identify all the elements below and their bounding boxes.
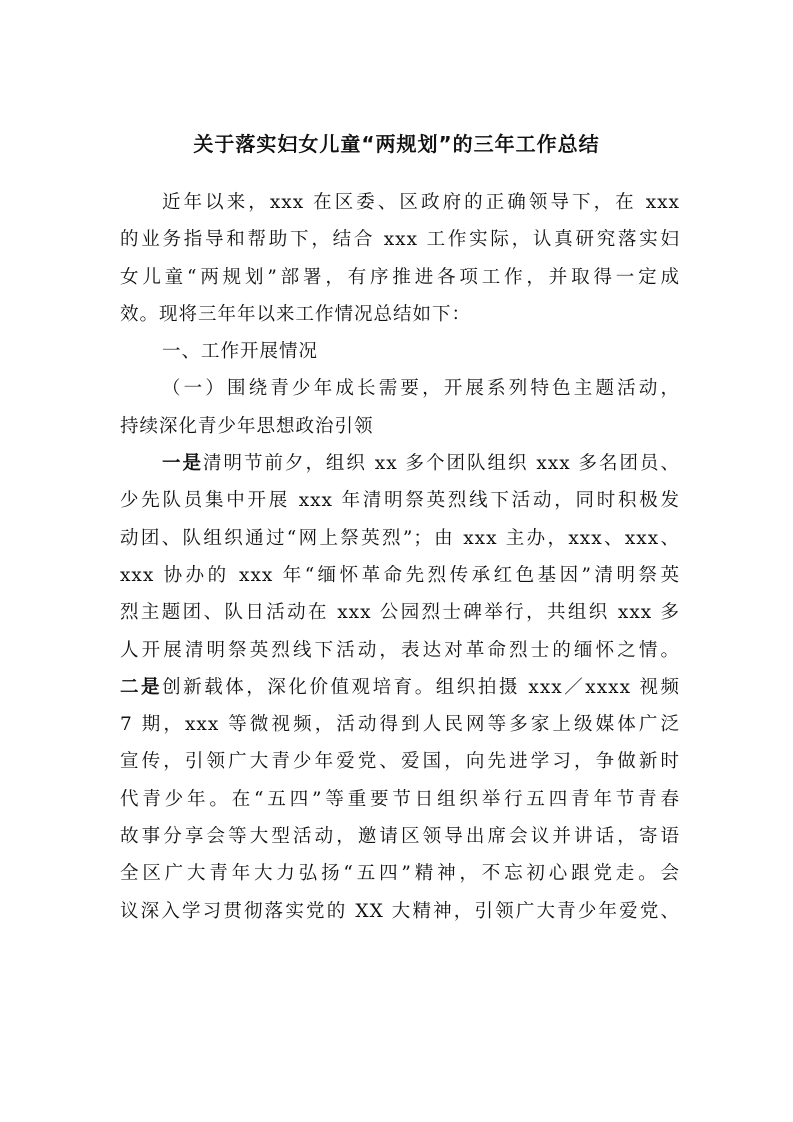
body-line bbox=[120, 482, 680, 519]
line-text: 动团、队组织通过“网上祭英烈”；由 xxx 主办，xxx、xxx、 bbox=[120, 527, 680, 549]
document-body bbox=[120, 184, 680, 930]
body-line bbox=[120, 259, 680, 296]
body-line bbox=[120, 706, 680, 743]
line-text: 人开展清明祭英烈线下活动，表达对革命烈士的缅怀之情。 bbox=[120, 639, 680, 661]
paragraph-lead: 二是 bbox=[120, 676, 163, 698]
body-line bbox=[120, 669, 680, 706]
line-text: 一、工作开展情况 bbox=[162, 341, 319, 363]
line-text: 女儿童“两规划”部署，有序推进各项工作，并取得一定成 bbox=[120, 266, 680, 288]
body-line bbox=[120, 520, 680, 557]
line-text: 近年以来，xxx 在区委、区政府的正确领导下，在 xxx bbox=[162, 192, 680, 213]
body-line bbox=[120, 855, 680, 892]
line-text: （一）围绕青少年成长需要，开展系列特色主题活动， bbox=[162, 378, 680, 400]
line-text: 7 期，xxx 等微视频，活动得到人民网等多家上级媒体广泛 bbox=[120, 714, 680, 736]
line-text: 创新载体，深化价值观培育。组织拍摄 xxx／xxxx 视频 bbox=[162, 676, 680, 698]
line-text: 故事分享会等大型活动，邀请区领导出席会议并讲话，寄语 bbox=[120, 826, 680, 848]
body-line bbox=[120, 445, 680, 482]
body-line bbox=[120, 221, 680, 258]
line-text: 全区广大青年大力弘扬“五四”精神，不忘初心跟党走。会 bbox=[120, 863, 680, 885]
body-line bbox=[120, 893, 680, 930]
line-text: 宣传，引领广大青少年爱党、爱国，向先进学习，争做新时 bbox=[120, 751, 680, 773]
line-text: 烈主题团、队日活动在 xxx 公园烈士碑举行，共组织 xxx 多 bbox=[120, 602, 680, 624]
body-line bbox=[120, 557, 680, 594]
body-line bbox=[120, 333, 680, 370]
line-text: 清明节前夕，组织 xx 多个团队组织 xxx 多名团员、 bbox=[202, 453, 680, 475]
line-text: 少先队员集中开展 xxx 年清明祭英烈线下活动，同时积极发 bbox=[120, 490, 680, 512]
document-title: 关于落实妇女儿童“两规划”的三年工作总结 bbox=[193, 132, 600, 156]
body-line bbox=[120, 781, 680, 818]
body-line bbox=[120, 818, 680, 855]
body-line bbox=[120, 296, 680, 333]
body-line bbox=[120, 408, 680, 445]
line-text: 代青少年。在“五四”等重要节日组织举行五四青年节青春 bbox=[120, 788, 680, 810]
line-text: 持续深化青少年思想政治引领 bbox=[120, 415, 374, 437]
line-text: 效。现将三年年以来工作情况总结如下： bbox=[120, 303, 472, 325]
line-text: 的业务指导和帮助下，结合 xxx 工作实际，认真研究落实妇 bbox=[120, 229, 680, 251]
line-text: xxx 协办的 xxx 年“缅怀革命先烈传承红色基因”清明祭英 bbox=[120, 564, 680, 586]
body-line bbox=[120, 184, 680, 221]
body-line bbox=[120, 594, 680, 631]
body-line bbox=[120, 632, 680, 669]
body-line bbox=[120, 370, 680, 407]
body-line bbox=[120, 743, 680, 780]
line-text: 议深入学习贯彻落实党的 XX 大精神，引领广大青少年爱党、 bbox=[120, 900, 680, 922]
paragraph-lead: 一是 bbox=[162, 453, 203, 475]
